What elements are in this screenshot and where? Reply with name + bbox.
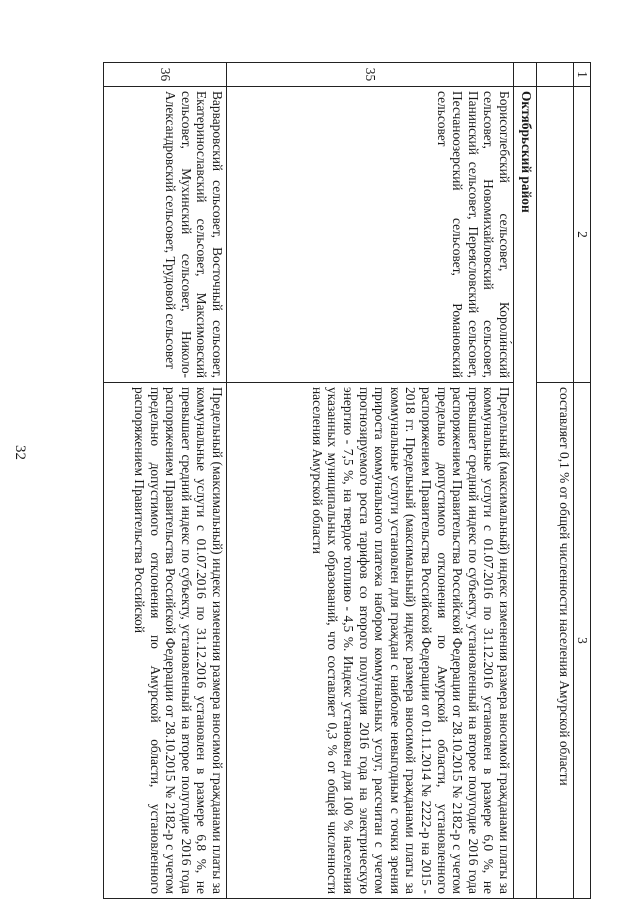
header-row [574,63,591,899]
row-territory: Борисоглебский сельсовет, Короли́нский сельсовет, Новомихайловский сельсовет, Панинский сельсовет, Переясловский сельсовет, Песчаноозерский сельсовет, Романовский сельсовет [227,87,514,383]
continuation-territory-cell [537,87,574,383]
row-number: 36 [104,63,227,87]
header-col-3: 3 [574,383,591,899]
row-text: Предельный (максимальный) индекс изменения размера вносимой гражданами платы за коммунальные услуги с 01.07.2016 по 31.12.2016 установлен в размере 6,0 %, не превышает средний индекс по субъекту, установленный на второе полугодие 2016 года распоряжением Правительства Российской Федерации от 28.10.2015 № 2182-р с учетом предельно допустимого отклонения по Амурской области, установленного распоряжением Правительства Российской Федерации от 01.11.2014 № 2222-р на 2015 - 2018 гг. Предельный (максимальный) индекс размера вносимой гражданами платы за коммунальные услуги установлен для граждан с наиболее невыгодным с точки зрения прироста коммунального платежа набором коммунальных услуг, рассчитан с учетом прогнозируемого роста тарифов со второго полугодия 2016 года на электрическую энергию - 7,5 %, на твердое топливо - 4,5 %. Индекс установлен для 100 % населения указанных муниципальных образований, что составляет 0,3 % от общей численности населения Амурской области [227,383,514,899]
row-number: 35 [227,63,514,87]
row-text: Предельный (максимальный) индекс изменения размера вносимой гражданами платы за коммунальные услуги с 01.07.2016 по 31.12.2016 установлен в размере 6,8 %, не превышает средний индекс по субъекту, установленный на второе полугодие 2016 года распоряжением Правительства Российской Федерации от 28.10.2015 № 2182-р с учетом предельно допустимого отклонения по Амурской области, установленного распоряжением Правительства Российской [104,383,227,899]
rotated-table-content [103,62,591,898]
header-col-2: 2 [574,87,591,383]
continuation-text-cell: составляет 0,1 % от общей численности населения Амурской области [537,383,574,899]
table-row [104,63,227,899]
region-num-cell [514,63,537,87]
page-number: 32 [12,445,28,460]
continuation-num-cell [537,63,574,87]
continuation-row [537,63,574,899]
region-title: Октябрьский район [514,87,537,899]
region-row [514,63,537,899]
header-col-1: 1 [574,63,591,87]
table-row [227,63,514,899]
row-territory: Варваровский сельсовет, Восточный сельсовет, Екатеринославский сельсовет, Максимовский сельсовет, Мухинский сельсовет, Николо-Александровский сельсовет, Трудовой сельсовет [104,87,227,383]
tariff-index-table [103,62,591,899]
